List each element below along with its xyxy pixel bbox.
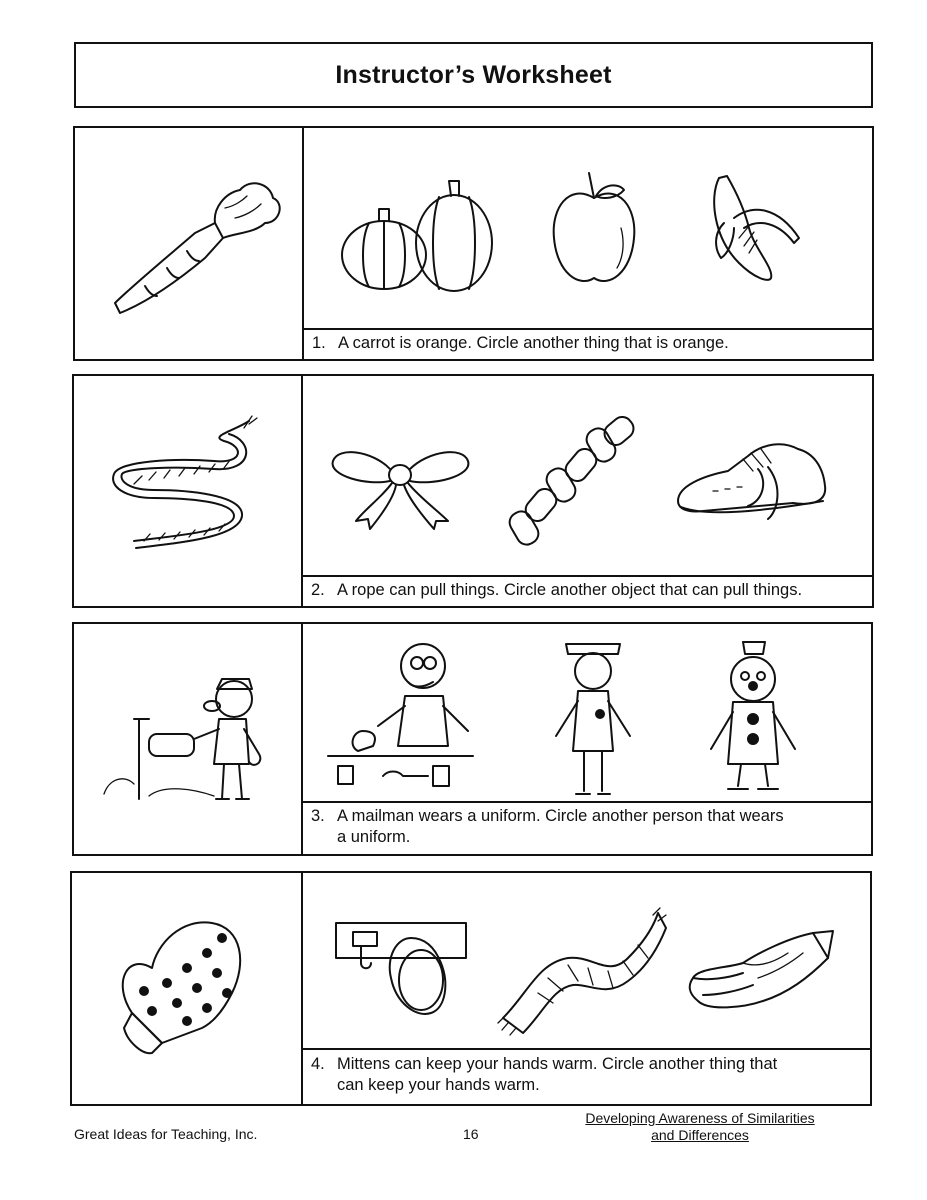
scarf-icon <box>498 903 668 1038</box>
prompt-text: A rope can pull things. Circle another object that can pull things. <box>337 581 803 599</box>
rope-icon <box>74 376 303 606</box>
footer-publisher: Great Ideas for Teaching, Inc. <box>74 1126 258 1142</box>
earmuffs-icon <box>331 918 471 1028</box>
prompt-text-continued: can keep your hands warm. <box>337 1076 540 1094</box>
book-title-line-1: Developing Awareness of Similarities <box>585 1110 815 1126</box>
page-title: Instructor’s Worksheet <box>335 60 612 89</box>
prompt-text: A mailman wears a uniform. Circle another person that wears <box>337 807 784 825</box>
choices-cell <box>303 624 871 854</box>
choices-cell <box>304 128 872 359</box>
example-cell <box>72 873 303 1104</box>
question-number: 4. <box>311 1055 325 1073</box>
mailman-icon <box>74 624 303 854</box>
pumpkins-icon <box>339 173 499 298</box>
choices-cell <box>303 873 870 1104</box>
prompt-text: Mittens can keep your hands warm. Circle another thing that <box>337 1055 778 1073</box>
glove-icon <box>688 923 833 1023</box>
question-4-prompt <box>311 1054 862 1096</box>
worksheet-row-3 <box>72 622 873 856</box>
chain-icon <box>508 416 638 546</box>
question-1-prompt <box>312 333 864 354</box>
question-number: 2. <box>311 581 325 599</box>
clown-icon <box>703 634 803 799</box>
waiter-icon <box>323 636 483 801</box>
example-cell <box>75 128 304 359</box>
shoe-icon <box>673 431 833 531</box>
carrot-icon <box>75 128 304 358</box>
prompt-text-continued: a uniform. <box>337 828 411 846</box>
example-cell <box>74 624 303 854</box>
footer-page-number: 16 <box>463 1126 479 1142</box>
worksheet-row-2 <box>72 374 874 608</box>
question-3-prompt <box>311 806 863 848</box>
prompt-text: A carrot is orange. Circle another thing that is orange. <box>338 334 729 352</box>
question-number: 3. <box>311 807 325 825</box>
choices-cell <box>303 376 872 606</box>
apple-icon <box>549 168 639 293</box>
example-cell <box>74 376 303 606</box>
title-box <box>74 42 873 108</box>
question-number: 1. <box>312 334 326 352</box>
question-2-prompt <box>311 580 864 601</box>
banana-icon <box>699 168 809 293</box>
worksheet-row-4 <box>70 871 872 1106</box>
footer-book-title <box>560 1110 840 1144</box>
bow-icon <box>328 441 473 531</box>
book-title-line-2: and Differences <box>651 1127 749 1143</box>
worksheet-row-1 <box>73 126 874 361</box>
police-officer-icon <box>548 636 638 801</box>
mitten-icon <box>72 873 301 1103</box>
